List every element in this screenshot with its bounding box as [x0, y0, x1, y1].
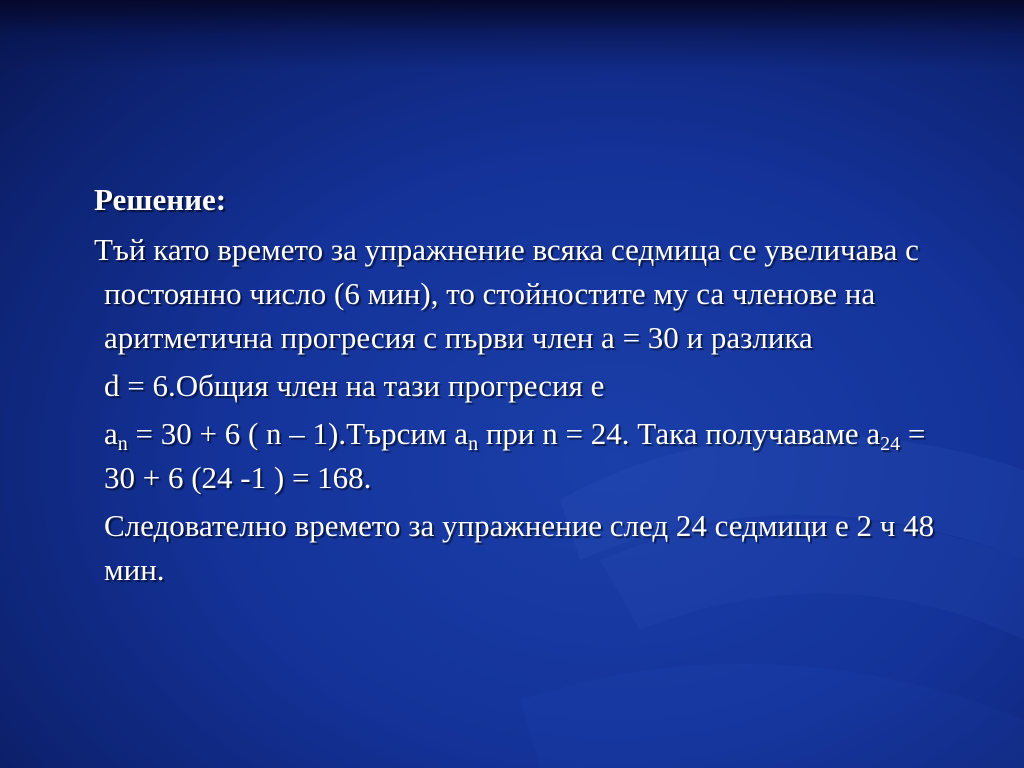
solution-paragraph: Тъй като времето за упражнение всяка седмица се увеличава с постоянно число (6 мин), то стойностите му са членове на аритметична прогресия с първи член а = 30 и разлика [94, 232, 919, 355]
difference-line: d = 6.Общия член на тази прогресия е [104, 368, 605, 403]
formula-text-2: при n = 24. Така получаваме a [478, 416, 881, 451]
formula-sub-n: n [117, 433, 128, 455]
formula-text-3: = 30 + 6 (24 -1 ) = 168. [104, 416, 926, 495]
formula-sub-n-2: n [468, 433, 479, 455]
formula-a: a [104, 416, 118, 451]
general-term-formula [88, 412, 948, 500]
conclusion-paragraph: Следователно времето за упражнение след 24 седмици е 2 ч 48 мин. [104, 508, 935, 587]
formula-sub-24: 24 [880, 433, 901, 455]
slide-content [88, 178, 948, 592]
formula-text-1: = 30 + 6 ( n – 1).Търсим a [127, 416, 469, 451]
slide-heading: Решение: [94, 182, 227, 217]
